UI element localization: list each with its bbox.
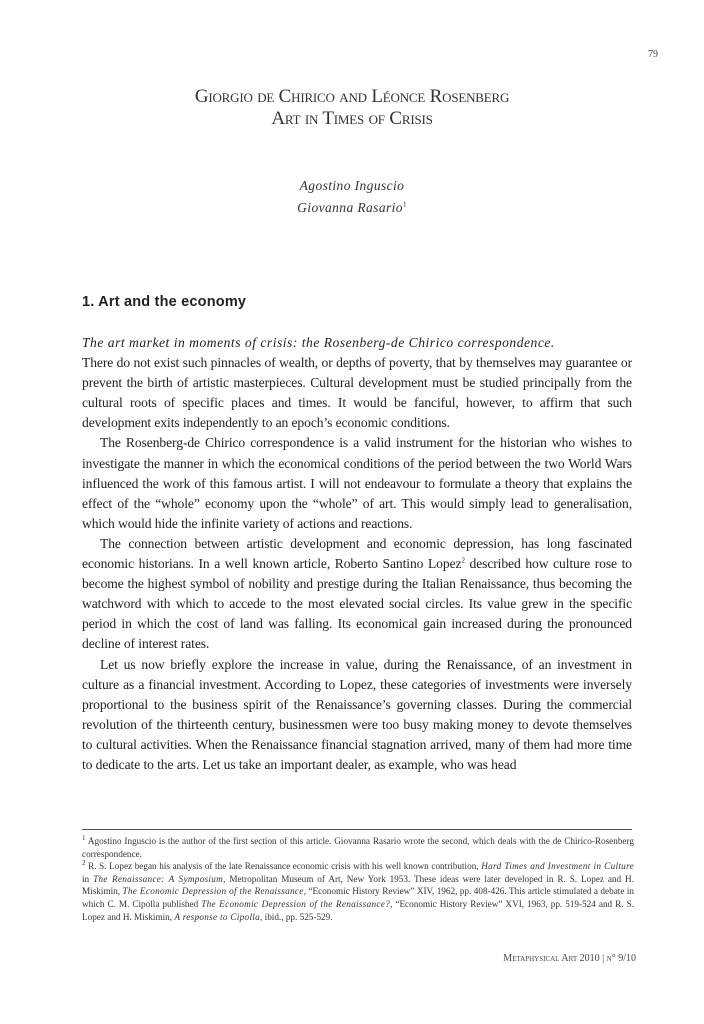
footnote-ref-1[interactable]: 1 [402,200,407,209]
footnote-2-text: R. S. Lopez began his analysis of the late Renaissance economic crisis with his well known contribution, [85,861,482,872]
author-list [0,175,704,219]
footnotes [82,835,634,923]
footnote-2-number: 2 [82,859,86,868]
citation-title: A response to Cipolla [174,911,261,922]
footnote-2-text: , ibid., pp. 525-529. [260,911,333,922]
footnote-2-text: in [82,873,94,884]
footnote-2-text: , Metropolitan Museum of Art, New York 1953. These ideas were later developed in R. S. Lopez and H. Miskimin, [82,873,634,897]
author-2 [0,197,704,219]
citation-title: The Renaissance: A Symposium [93,873,224,884]
author-1: Agostino Inguscio [299,178,405,193]
paragraph-3 [82,534,632,655]
paragraph-2: The Rosenberg-de Chirico correspondence is a valid instrument for the historian who wishes to investigate the manner in which the economical conditions of the period between the two World Wars influenced the work of this famous artist. I will not endeavour to formulate a theory that explains the effect of the “whole” economy upon the “whole” of art. This would simply lead to generalisation, which would hide the infinite variety of actions and reactions. [82,435,632,531]
footnote-1 [82,835,634,860]
paragraph-4: Let us now briefly explore the increase in value, during the Renaissance, of an investment in culture as a financial investment. According to Lopez, these categories of investments were inversely proportional to the business spirit of the Renaissance’s governing classes. During the commercial revolution of the thirteenth century, businessmen were too busy making money to devote themselves to cultural activities. When the Renaissance financial stagnation arrived, many of them had more time to dedicate to the arts. Let us take an important dealer, as example, who was head [82,656,632,772]
paragraph-3-start: The connection between artistic development and economic depression, has long fascinated economic historians. In a well known article, Roberto Santino Lopez [82,535,632,572]
title-line-2: Art in Times of Crisis [271,108,433,129]
footnote-divider [82,829,632,830]
title-line-1: Giorgio de Chirico and Léonce Rosenberg [194,86,510,107]
footnote-2-text: , “Economic History Review” XIV, 1962, pp. 408-426. This article stimulated a debate in which C. M. Cipolla published [82,886,635,909]
citation-title: The Economic Depression of the Renaissance [122,886,304,897]
author-2-name: Giovanna Rasario [297,200,403,215]
citation-title: The Economic Depression of the Renaissance? [201,898,391,909]
page-number: 79 [648,49,658,60]
footnote-1-number: 1 [82,833,86,842]
running-footer: Metaphysical Art 2010 | n° 9/10 [503,953,636,964]
subheading: The art market in moments of crisis: the Rosenberg-de Chirico correspondence. [82,335,555,350]
footnote-1-text: Agostino Inguscio is the author of the first section of this article. Giovanna Rasario wrote the second, which deals with the de Chirico-Rosenberg correspondence. [82,836,634,859]
body-text [82,333,632,775]
citation-title: Hard Times and Investment in Culture [481,861,634,872]
section-heading [82,294,246,310]
footnote-2-text: , “Economic History Review” XVI, 1963, pp. 519-524 and R. S. Lopez and H. Miskimin, [82,898,634,922]
paragraph-3-end: described how culture rose to become the highest symbol of nobility and prestige during the Italian Renaissance, thus becoming the watchword with which to accede to the most elevated social circles. Its value grew in the specific period in which the cost of land was falling. Its economical gain increased during the pronounced decline of interest rates. [82,556,632,652]
article-title [0,86,704,130]
footnote-2 [82,860,634,923]
footnote-ref-2[interactable]: 2 [461,556,465,565]
section-heading-text: 1. Art and the economy [82,294,247,310]
paragraph-1: There do not exist such pinnacles of wealth, or depths of poverty, that by themselves may guarantee or prevent the birth of artistic masterpieces. Cultural development must be studied principally from the cultural roots of specific places and times. It would be fanciful, however, to affirm that such development exits independently to an epoch’s economic conditions. [82,355,632,431]
